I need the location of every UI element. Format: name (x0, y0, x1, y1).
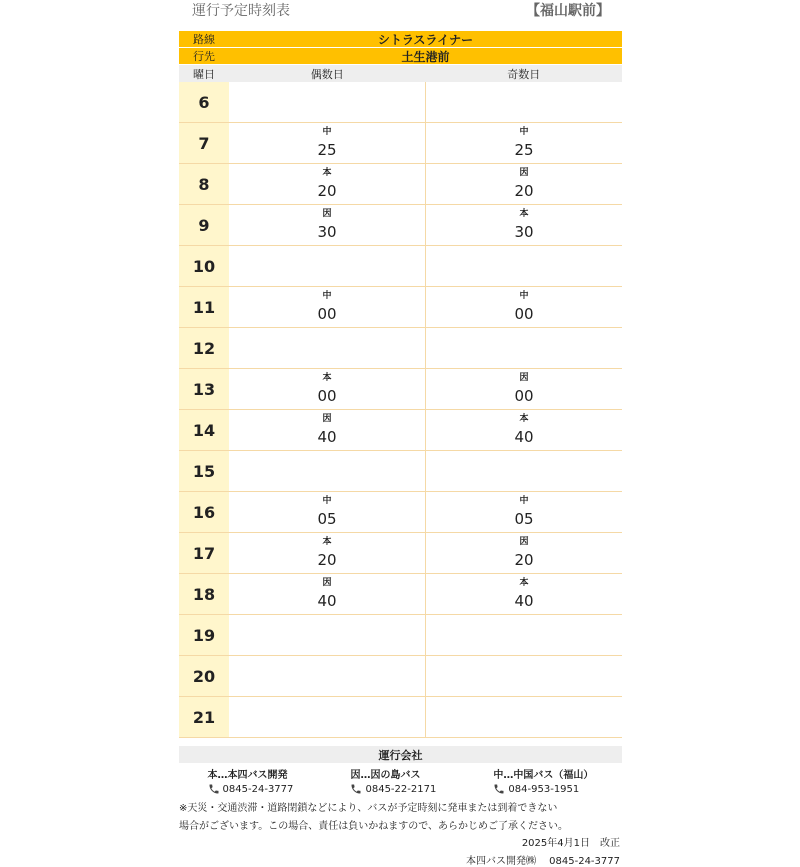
departure (229, 413, 425, 447)
operator-mark: 因 (519, 168, 529, 178)
operator-mark: 中 (322, 127, 332, 137)
departure (229, 290, 425, 324)
even-day-cell (229, 410, 426, 450)
hour-label: 17 (179, 533, 229, 573)
operator-mark: 因 (322, 209, 332, 219)
odd-day-cell (426, 410, 622, 450)
company-name: 本…本四バス開発 (207, 770, 288, 781)
operator-mark: 本 (322, 537, 332, 547)
hour-label: 8 (179, 164, 229, 204)
even-day-cell (229, 164, 426, 204)
hour-row (179, 369, 622, 410)
hour-label: 14 (179, 410, 229, 450)
company-phone (350, 783, 436, 795)
company-name: 中…中国バス（福山） (493, 770, 594, 781)
hour-row (179, 410, 622, 451)
hour-label: 20 (179, 656, 229, 696)
hour-row (179, 205, 622, 246)
departure (426, 126, 622, 160)
destination-row (179, 48, 622, 65)
destination-name: 土生港前 (229, 48, 622, 65)
hour-label: 21 (179, 697, 229, 737)
departure (426, 413, 622, 447)
phone-icon (208, 783, 220, 795)
phone-icon (493, 783, 505, 795)
departure (426, 290, 622, 324)
revision-date: 2025年4月1日 改正 (521, 838, 620, 849)
odd-day-cell (426, 492, 622, 532)
departure-minute: 00 (317, 305, 337, 323)
company-phone (208, 783, 294, 795)
destination-label: 行先 (179, 48, 229, 65)
company-honshi (208, 766, 294, 795)
hour-label: 13 (179, 369, 229, 409)
departure (229, 372, 425, 406)
departure (229, 495, 425, 529)
departure (229, 126, 425, 160)
hour-row (179, 246, 622, 287)
hour-label: 19 (179, 615, 229, 655)
even-day-cell (229, 287, 426, 327)
departure-minute: 30 (317, 223, 337, 241)
odd-day-cell (426, 205, 622, 245)
hour-row (179, 287, 622, 328)
even-day-cell (229, 615, 426, 655)
departure-minute: 05 (317, 510, 337, 528)
hour-row (179, 492, 622, 533)
even-day-cell (229, 656, 426, 696)
odd-day-cell (426, 369, 622, 409)
operator-mark: 因 (322, 578, 332, 588)
hour-row (179, 164, 622, 205)
operators-heading: 運行会社 (179, 746, 622, 763)
departure-minute: 25 (317, 141, 337, 159)
hour-row (179, 615, 622, 656)
day-type-row (179, 65, 622, 82)
departure-minute: 20 (317, 551, 337, 569)
departure (426, 536, 622, 570)
departure-minute: 30 (514, 223, 534, 241)
route-row (179, 31, 622, 48)
operator-mark: 本 (322, 373, 332, 383)
even-day-cell (229, 123, 426, 163)
odd-day-cell (426, 246, 622, 286)
disclaimer (179, 800, 622, 836)
operator-mark: 中 (519, 496, 529, 506)
hour-label: 7 (179, 123, 229, 163)
operator-mark: 本 (519, 209, 529, 219)
phone-number: 084-953-1951 (508, 783, 580, 795)
disclaimer-line-1: ※天災・交通渋滞・道路閉鎖などにより、バスが予定時刻に発車または到着できない (179, 803, 558, 814)
departure-minute: 40 (514, 428, 534, 446)
hour-row (179, 697, 622, 738)
issuer-contact: 本四バス開発㈱ 0845-24-3777 (465, 856, 620, 867)
departure-minute: 20 (317, 182, 337, 200)
hour-rows (179, 82, 622, 738)
even-day-cell (229, 328, 426, 368)
company-innoshima (350, 766, 436, 795)
operator-mark: 本 (519, 578, 529, 588)
departure-minute: 00 (514, 305, 534, 323)
hour-row (179, 82, 622, 123)
departure-minute: 25 (514, 141, 534, 159)
departure (426, 167, 622, 201)
hour-row (179, 574, 622, 615)
disclaimer-line-2: 場合がございます。この場合、責任は負いかねますので、あらかじめご了承ください。 (179, 821, 568, 832)
odd-day-cell (426, 533, 622, 573)
departure-minute: 40 (317, 592, 337, 610)
operator-mark: 因 (519, 537, 529, 547)
timetable-title: 運行予定時刻表 (192, 3, 290, 19)
operator-mark: 因 (322, 414, 332, 424)
hour-label: 10 (179, 246, 229, 286)
operator-mark: 中 (519, 291, 529, 301)
hour-label: 18 (179, 574, 229, 614)
odd-day-cell (426, 615, 622, 655)
departure-minute: 00 (514, 387, 534, 405)
odd-day-cell (426, 451, 622, 491)
odd-day-cell (426, 697, 622, 737)
even-day-header: 偶数日 (310, 67, 344, 81)
page-header (192, 0, 610, 22)
hour-row (179, 328, 622, 369)
departure-minute: 40 (317, 428, 337, 446)
company-chugoku (493, 766, 593, 795)
odd-day-cell (426, 123, 622, 163)
operator-mark: 中 (519, 127, 529, 137)
odd-day-cell (426, 656, 622, 696)
operator-mark: 中 (322, 496, 332, 506)
company-phone (493, 783, 593, 795)
departure-minute: 20 (514, 182, 534, 200)
departure-minute: 40 (514, 592, 534, 610)
odd-day-cell (426, 164, 622, 204)
route-name: シトラスライナー (229, 31, 622, 48)
hour-label: 12 (179, 328, 229, 368)
departure (426, 495, 622, 529)
timetable-sheet (179, 31, 622, 738)
operator-mark: 本 (519, 414, 529, 424)
odd-day-cell (426, 328, 622, 368)
hour-label: 9 (179, 205, 229, 245)
even-day-cell (229, 369, 426, 409)
company-name: 因…因の島バス (350, 770, 421, 781)
odd-day-header: 奇数日 (507, 67, 541, 81)
departure-minute: 20 (514, 551, 534, 569)
phone-number: 0845-24-3777 (222, 783, 294, 795)
hour-row (179, 533, 622, 574)
departure (229, 167, 425, 201)
even-day-cell (229, 246, 426, 286)
hour-label: 6 (179, 82, 229, 122)
phone-number: 0845-22-2171 (365, 783, 437, 795)
operator-mark: 中 (322, 291, 332, 301)
route-label: 路線 (179, 31, 229, 48)
departure (229, 536, 425, 570)
phone-icon (350, 783, 362, 795)
operator-mark: 因 (519, 373, 529, 383)
operator-mark: 本 (322, 168, 332, 178)
departure (426, 577, 622, 611)
even-day-cell (229, 82, 426, 122)
even-day-cell (229, 205, 426, 245)
departure (426, 372, 622, 406)
stop-name: 【福山駅前】 (526, 3, 610, 19)
day-label: 曜日 (193, 67, 215, 81)
operator-info (179, 746, 622, 867)
even-day-cell (229, 697, 426, 737)
even-day-cell (229, 492, 426, 532)
odd-day-cell (426, 287, 622, 327)
hour-label: 11 (179, 287, 229, 327)
odd-day-cell (426, 82, 622, 122)
departure (229, 208, 425, 242)
departure-minute: 00 (317, 387, 337, 405)
even-day-cell (229, 574, 426, 614)
hour-label: 16 (179, 492, 229, 532)
even-day-cell (229, 451, 426, 491)
odd-day-cell (426, 574, 622, 614)
departure (229, 577, 425, 611)
company-list (179, 766, 622, 795)
departure-minute: 05 (514, 510, 534, 528)
even-day-cell (229, 533, 426, 573)
hour-row (179, 656, 622, 697)
hour-row (179, 451, 622, 492)
departure (426, 208, 622, 242)
hour-label: 15 (179, 451, 229, 491)
hour-row (179, 123, 622, 164)
